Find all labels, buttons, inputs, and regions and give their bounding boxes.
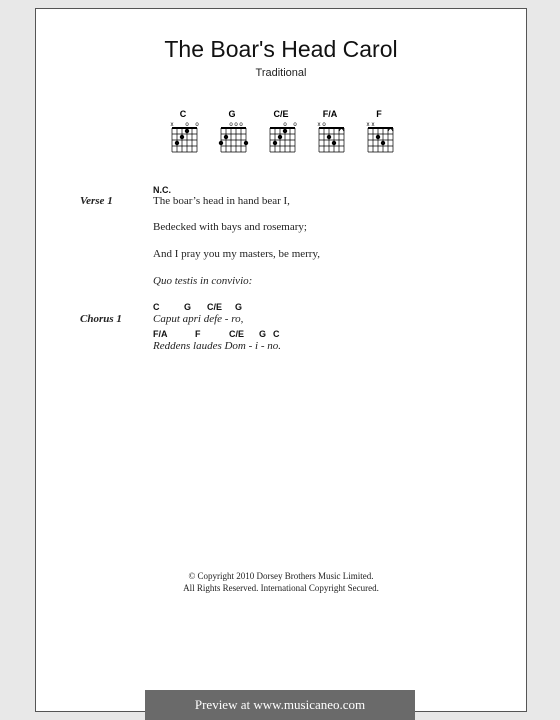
chord-string-marker: o xyxy=(229,122,233,128)
verse-nc: N.C. xyxy=(153,185,171,195)
song-subtitle: Traditional xyxy=(255,67,307,79)
chord-finger-dot xyxy=(180,135,184,139)
chorus-line-1: Caput apri defe - ro, xyxy=(153,313,244,325)
chord-string-marker: o xyxy=(239,122,243,128)
chord-string-marker: o xyxy=(283,122,287,128)
chorus-chord: C/E xyxy=(207,302,223,312)
chorus-line-2: Reddens laudes Dom - i - no. xyxy=(153,340,282,352)
chord-finger-dot xyxy=(273,141,277,145)
chord-string-marker: x xyxy=(371,122,375,128)
verse-line-3: And I pray you my masters, be merry, xyxy=(153,248,320,260)
verse-line-1: The boar’s head in hand bear I, xyxy=(153,195,290,207)
copyright-line-1: © Copyright 2010 Dorsey Brothers Music Limited. xyxy=(188,571,374,581)
chord-diagram-row xyxy=(36,109,526,159)
chord-finger-dot xyxy=(381,141,385,145)
chord-grid-f-a xyxy=(310,120,350,156)
chorus-chord: C xyxy=(273,329,280,339)
preview-banner[interactable]: Preview at www.musicaneo.com xyxy=(145,690,415,720)
chord-finger-dot xyxy=(224,135,228,139)
chord-finger-dot xyxy=(376,135,380,139)
chord-finger-dot xyxy=(244,141,248,145)
chord-grid-g xyxy=(212,120,252,156)
verse-line-4: Quo testis in convivio: xyxy=(153,275,253,287)
chorus-chord: C/E xyxy=(229,329,245,339)
chord-string-marker: x xyxy=(317,122,321,128)
copyright-line-2: All Rights Reserved. International Copyright Secured. xyxy=(183,583,379,593)
chord-finger-dot xyxy=(175,141,179,145)
chord-finger-dot xyxy=(327,135,331,139)
chord-string-marker: o xyxy=(293,122,297,128)
chord-diagram-name: C xyxy=(179,109,187,119)
chord-finger-dot xyxy=(219,141,223,145)
chord-string-marker: x xyxy=(170,122,174,128)
chord-finger-dot xyxy=(185,129,189,133)
chorus-chord: C xyxy=(153,302,160,312)
verse-line-2: Bedecked with bays and rosemary; xyxy=(153,221,307,233)
chord-finger-dot xyxy=(332,141,336,145)
chord-grid-f xyxy=(359,120,399,156)
chorus-chord: G xyxy=(235,302,243,312)
chord-diagram-name: C/E xyxy=(273,109,289,119)
chord-finger-dot xyxy=(283,129,287,133)
chorus-label: Chorus 1 xyxy=(80,313,122,325)
chorus-chord: G xyxy=(184,302,192,312)
chord-diagram-name: F/A xyxy=(322,109,338,119)
sheet-page xyxy=(35,8,527,712)
chord-string-marker: o xyxy=(234,122,238,128)
chorus-chord: G xyxy=(259,329,267,339)
verse-label: Verse 1 xyxy=(80,195,113,207)
chord-diagram-name: G xyxy=(228,109,236,119)
chord-string-marker: o xyxy=(195,122,199,128)
chord-grid-c-e xyxy=(261,120,301,156)
chord-string-marker: x xyxy=(366,122,370,128)
chord-string-marker: o xyxy=(322,122,326,128)
chord-finger-dot xyxy=(278,135,282,139)
song-title: The Boar's Head Carol xyxy=(164,36,398,62)
chorus-chord: F xyxy=(195,329,201,339)
chord-diagram-name: F xyxy=(376,109,382,119)
chord-string-marker: o xyxy=(185,122,189,128)
chord-grid-c xyxy=(163,120,203,156)
chorus-chord: F/A xyxy=(153,329,168,339)
